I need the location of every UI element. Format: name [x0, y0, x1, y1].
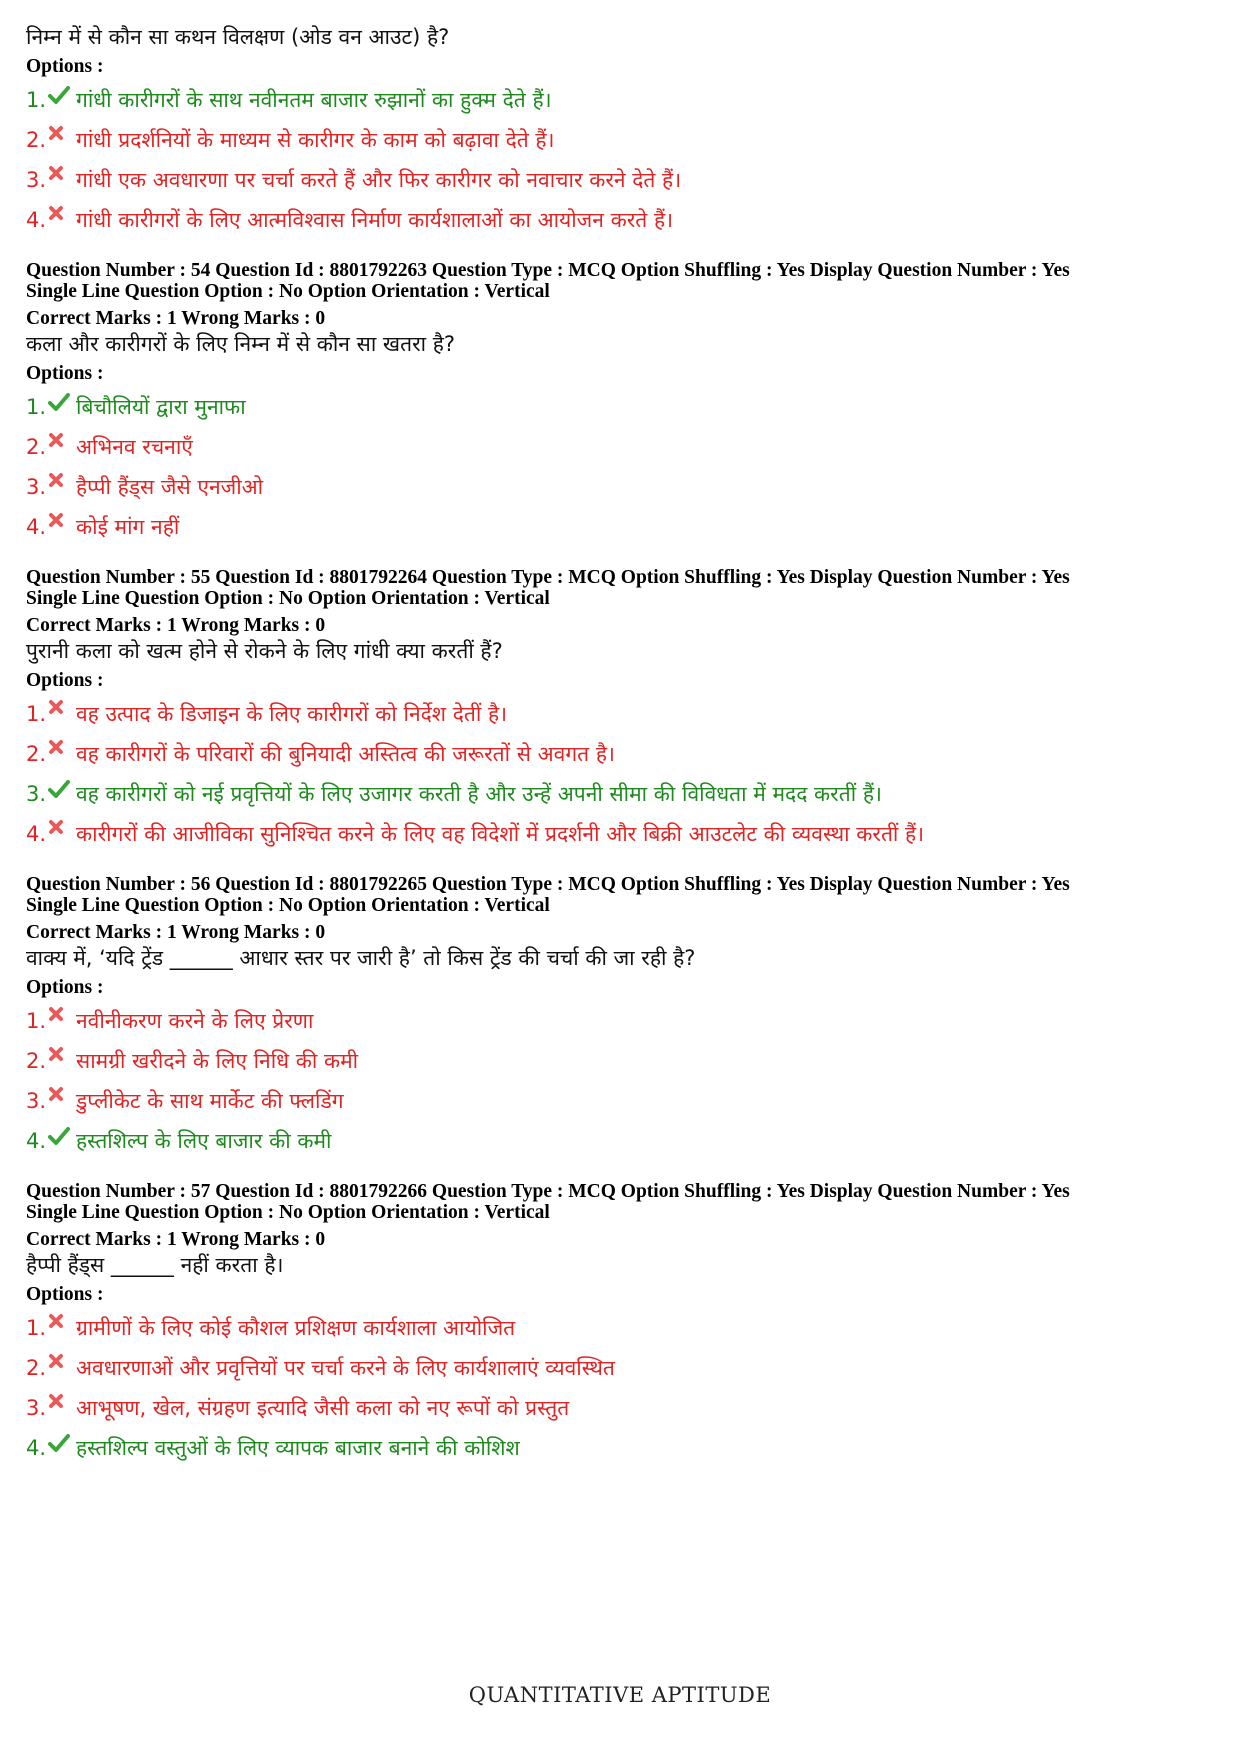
- option-number: 2.: [26, 128, 47, 152]
- option-text: डुप्लीकेट के साथ मार्केट की फ्लडिंग: [76, 1089, 344, 1113]
- option-text: सामग्री खरीदने के लिए निधि की कमी: [76, 1049, 359, 1073]
- option-number: 3.: [26, 168, 47, 192]
- question-paper-page: [26, 22, 1216, 1468]
- cross-mark-icon: [48, 472, 76, 502]
- option-text: कारीगरों की आजीविका सुनिश्चित करने के लिए वह विदेशों में प्रदर्शनी और बिक्री आउटलेट की व्यवस्था करतीं हैं।: [76, 822, 925, 846]
- option-number: 1.: [26, 88, 47, 112]
- question-marks: Correct Marks : 1 Wrong Marks : 0: [26, 1229, 326, 1250]
- check-mark-icon: [48, 1433, 76, 1463]
- question-block: [26, 567, 1216, 854]
- cross-mark-icon: [48, 1313, 76, 1343]
- option-item: [26, 1001, 1216, 1041]
- option-item: [26, 1308, 1216, 1348]
- option-text: गांधी एक अवधारणा पर चर्चा करते हैं और फिर कारीगर को नवाचार करने देते हैं।: [76, 168, 682, 192]
- options-list: [26, 694, 1216, 854]
- option-text: ग्रामीणों के लिए कोई कौशल प्रशिक्षण कार्यशाला आयोजित: [76, 1316, 516, 1340]
- option-number: 3.: [26, 782, 47, 806]
- question-meta-line: Single Line Question Option : No Option Orientation : Vertical: [26, 281, 550, 302]
- cross-mark-icon: [48, 819, 76, 849]
- cross-mark-icon: [48, 1393, 76, 1423]
- option-item: [26, 1081, 1216, 1121]
- question-meta-line: Question Number : 55 Question Id : 8801792264 Question Type : MCQ Option Shuffling : Yes Display Question Number : Yes: [26, 567, 1070, 588]
- option-text: कोई मांग नहीं: [76, 515, 180, 539]
- option-item: [26, 427, 1216, 467]
- option-number: 2.: [26, 435, 47, 459]
- option-text: हस्तशिल्प वस्तुओं के लिए व्यापक बाजार बनाने की कोशिश: [76, 1436, 520, 1460]
- option-item: [26, 814, 1216, 854]
- question-block: [26, 260, 1216, 547]
- option-text: वह कारीगरों के परिवारों की बुनियादी अस्तित्व की जरूरतों से अवगत है।: [76, 742, 615, 766]
- option-item: [26, 774, 1216, 814]
- option-item: [26, 200, 1216, 240]
- option-item: [26, 694, 1216, 734]
- cross-mark-icon: [48, 125, 76, 155]
- check-mark-icon: [48, 392, 76, 422]
- options-list: [26, 1001, 1216, 1161]
- cross-mark-icon: [48, 739, 76, 769]
- option-item: [26, 467, 1216, 507]
- option-text: हस्तशिल्प के लिए बाजार की कमी: [76, 1129, 332, 1153]
- cross-mark-icon: [48, 1353, 76, 1383]
- question-text: निम्न में से कौन सा कथन विलक्षण (ओड वन आउट) है?: [26, 25, 450, 49]
- option-number: 4.: [26, 822, 47, 846]
- question-meta-line: Question Number : 54 Question Id : 8801792263 Question Type : MCQ Option Shuffling : Yes Display Question Number : Yes: [26, 260, 1070, 281]
- option-number: 4.: [26, 1436, 47, 1460]
- question-meta-line: Question Number : 56 Question Id : 8801792265 Question Type : MCQ Option Shuffling : Yes Display Question Number : Yes: [26, 874, 1070, 895]
- option-item: [26, 387, 1216, 427]
- cross-mark-icon: [48, 205, 76, 235]
- question-marks: Correct Marks : 1 Wrong Marks : 0: [26, 615, 326, 636]
- option-number: 3.: [26, 1396, 47, 1420]
- question-block: [26, 874, 1216, 1161]
- option-text: नवीनीकरण करने के लिए प्रेरणा: [76, 1009, 314, 1033]
- option-text: अवधारणाओं और प्रवृत्तियों पर चर्चा करने के लिए कार्यशालाएं व्यवस्थित: [76, 1356, 615, 1380]
- question-meta-line: Single Line Question Option : No Option Orientation : Vertical: [26, 1202, 550, 1223]
- option-number: 2.: [26, 1049, 47, 1073]
- question-meta-line: Single Line Question Option : No Option Orientation : Vertical: [26, 895, 550, 916]
- question-meta-line: Question Number : 57 Question Id : 8801792266 Question Type : MCQ Option Shuffling : Yes Display Question Number : Yes: [26, 1181, 1070, 1202]
- option-number: 1.: [26, 395, 47, 419]
- options-label: Options :: [26, 363, 104, 384]
- option-item: [26, 1428, 1216, 1468]
- option-number: 4.: [26, 208, 47, 232]
- cross-mark-icon: [48, 1046, 76, 1076]
- question-text: वाक्य में, ‘यदि ट्रेंड ______ आधार स्तर पर जारी है’ तो किस ट्रेंड की चर्चा की जा रही है?: [26, 946, 696, 970]
- options-label: Options :: [26, 670, 104, 691]
- question-marks: Correct Marks : 1 Wrong Marks : 0: [26, 308, 326, 329]
- options-list: [26, 80, 1216, 240]
- question-marks: Correct Marks : 1 Wrong Marks : 0: [26, 922, 326, 943]
- option-number: 3.: [26, 475, 47, 499]
- option-text: अभिनव रचनाएँ: [76, 435, 193, 459]
- option-text: वह उत्पाद के डिजाइन के लिए कारीगरों को निर्देश देतीं है।: [76, 702, 508, 726]
- option-number: 1.: [26, 702, 47, 726]
- option-text: आभूषण, खेल, संग्रहण इत्यादि जैसी कला को नए रूपों को प्रस्तुत: [76, 1396, 570, 1420]
- question-block-intro: [26, 22, 1216, 240]
- cross-mark-icon: [48, 699, 76, 729]
- question-text: हैप्पी हैंड्स ______ नहीं करता है।: [26, 1253, 284, 1277]
- option-item: [26, 1041, 1216, 1081]
- option-item: [26, 1388, 1216, 1428]
- option-number: 3.: [26, 1089, 47, 1113]
- option-item: [26, 734, 1216, 774]
- check-mark-icon: [48, 85, 76, 115]
- option-text: गांधी कारीगरों के लिए आत्मविश्वास निर्माण कार्यशालाओं का आयोजन करते हैं।: [76, 208, 674, 232]
- cross-mark-icon: [48, 1006, 76, 1036]
- option-item: [26, 160, 1216, 200]
- option-text: वह कारीगरों को नई प्रवृत्तियों के लिए उजागर करती है और उन्हें अपनी सीमा की विविधता में मदद करतीं हैं।: [76, 782, 882, 806]
- option-number: 2.: [26, 1356, 47, 1380]
- question-text: पुरानी कला को खत्म होने से रोकने के लिए गांधी क्या करतीं हैं?: [26, 639, 503, 663]
- option-text: गांधी प्रदर्शनियों के माध्यम से कारीगर के काम को बढ़ावा देते हैं।: [76, 128, 555, 152]
- option-number: 2.: [26, 742, 47, 766]
- cross-mark-icon: [48, 512, 76, 542]
- section-title: QUANTITATIVE APTITUDE: [468, 1683, 772, 1707]
- option-item: [26, 80, 1216, 120]
- options-label: Options :: [26, 1284, 104, 1305]
- option-number: 1.: [26, 1009, 47, 1033]
- options-label: Options :: [26, 56, 104, 77]
- cross-mark-icon: [48, 165, 76, 195]
- option-item: [26, 120, 1216, 160]
- option-number: 4.: [26, 1129, 47, 1153]
- option-text: बिचौलियों द्वारा मुनाफा: [76, 395, 246, 419]
- cross-mark-icon: [48, 432, 76, 462]
- question-block: [26, 1181, 1216, 1468]
- options-list: [26, 1308, 1216, 1468]
- cross-mark-icon: [48, 1086, 76, 1116]
- option-number: 4.: [26, 515, 47, 539]
- option-number: 1.: [26, 1316, 47, 1340]
- question-text: कला और कारीगरों के लिए निम्न में से कौन सा खतरा है?: [26, 332, 456, 356]
- check-mark-icon: [48, 1126, 76, 1156]
- question-meta-line: Single Line Question Option : No Option Orientation : Vertical: [26, 588, 550, 609]
- option-text: हैप्पी हैंड्स जैसे एनजीओ: [76, 475, 264, 499]
- options-list: [26, 387, 1216, 547]
- option-item: [26, 507, 1216, 547]
- option-text: गांधी कारीगरों के साथ नवीनतम बाजार रुझानों का हुक्म देते हैं।: [76, 88, 552, 112]
- options-label: Options :: [26, 977, 104, 998]
- check-mark-icon: [48, 779, 76, 809]
- option-item: [26, 1348, 1216, 1388]
- option-item: [26, 1121, 1216, 1161]
